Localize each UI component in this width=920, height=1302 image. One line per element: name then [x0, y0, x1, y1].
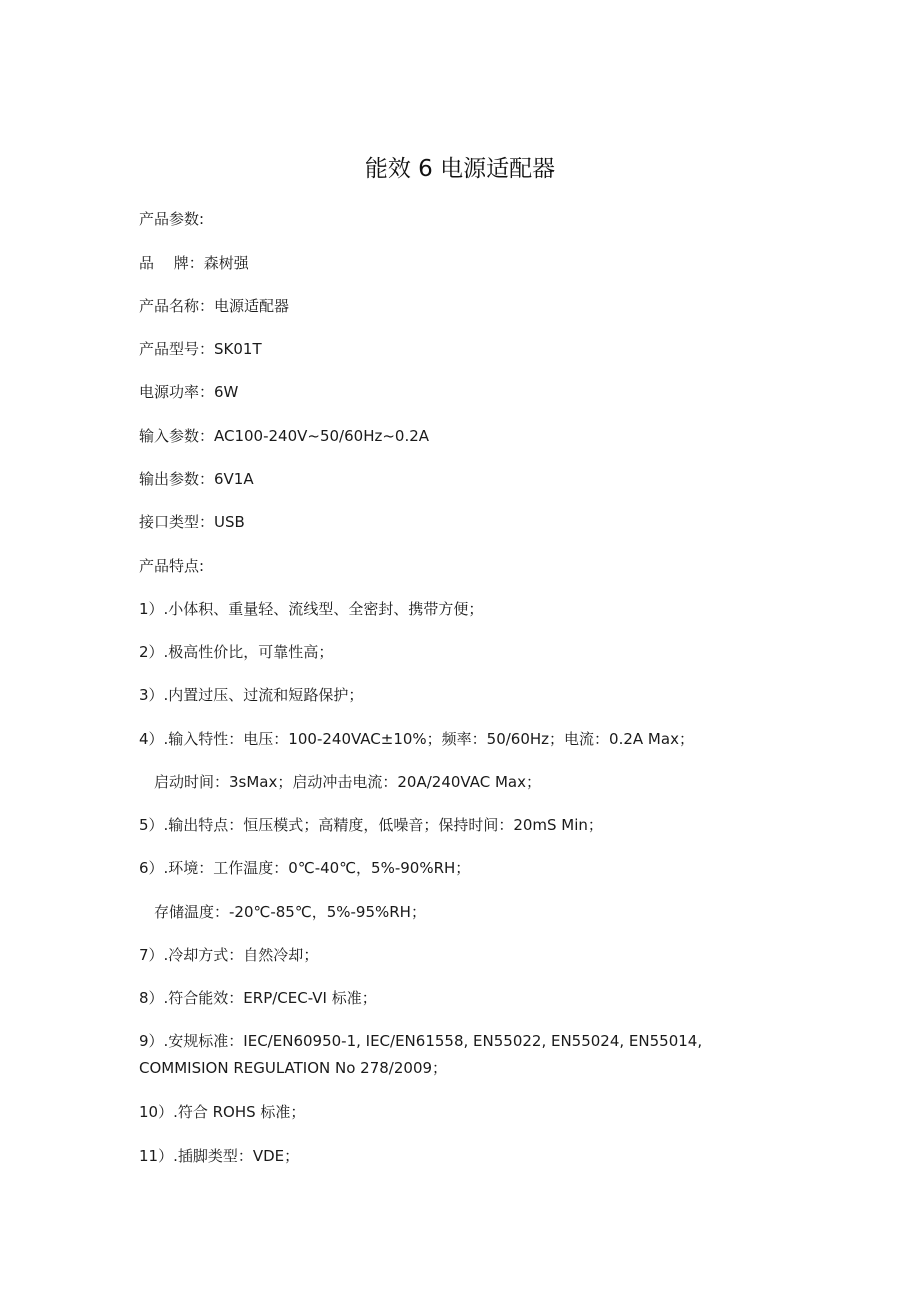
- param-input: 输入参数：AC100-240V~50/60Hz~0.2A: [139, 427, 430, 445]
- param-power: 电源功率：6W: [139, 383, 239, 401]
- feature-item: 3）.内置过压、过流和短路保护；: [139, 686, 364, 704]
- feature-item-continuation: 启动时间：3sMax；启动冲击电流：20A/240VAC Max；: [154, 773, 541, 791]
- feature-item: 7）.冷却方式：自然冷却；: [139, 946, 319, 964]
- feature-item: 6）.环境：工作温度：0℃-40℃，5%-90%RH；: [139, 859, 471, 877]
- feature-item: 2）.极高性价比，可靠性高；: [139, 643, 334, 661]
- param-interface: 接口类型：USB: [139, 513, 245, 531]
- feature-item: 4）.输入特性：电压：100-240VAC±10%；频率：50/60Hz；电流：0.2A Max；: [139, 730, 694, 748]
- feature-item: 5）.输出特点：恒压模式；高精度，低噪音；保持时间：20mS Min；: [139, 816, 603, 834]
- param-output: 输出参数：6V1A: [139, 470, 254, 488]
- feature-item-continuation: 存储温度：-20℃-85℃，5%-95%RH；: [154, 903, 426, 921]
- param-model: 产品型号：SK01T: [139, 340, 262, 358]
- feature-item: 8）.符合能效：ERP/CEC-VI 标准；: [139, 989, 377, 1007]
- features-heading: 产品特点:: [139, 557, 205, 575]
- feature-item: 11）.插脚类型：VDE；: [139, 1147, 300, 1165]
- feature-item: 1）.小体积、重量轻、流线型、全密封、携带方便；: [139, 600, 484, 618]
- params-heading: 产品参数:: [139, 210, 205, 228]
- param-brand: 品 牌：森树强: [139, 254, 249, 272]
- param-product-name: 产品名称：电源适配器: [139, 297, 290, 315]
- feature-item: 9）.安规标准：IEC/EN60950-1, IEC/EN61558, EN55022, EN55024, EN55014, COMMISION REGULATION No 278/2009；: [139, 1032, 703, 1077]
- feature-item: 10）.符合 ROHS 标准；: [139, 1103, 306, 1121]
- document-title: 能效 6 电源适配器: [364, 156, 556, 182]
